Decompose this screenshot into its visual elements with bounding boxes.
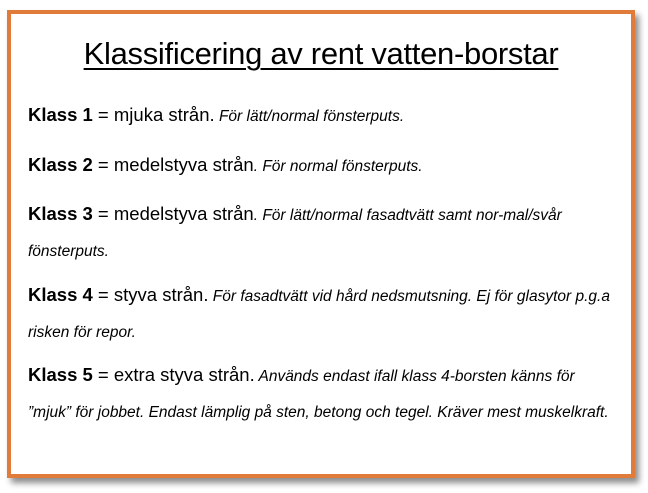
class-4-bristle: = styva strån. <box>92 284 209 305</box>
class-5-entry <box>28 358 619 430</box>
info-box <box>7 10 635 478</box>
class-3-bristle: = medelstyva strån <box>92 203 254 224</box>
class-1-entry <box>28 98 619 134</box>
class-1-label: Klass 1 <box>28 104 93 125</box>
class-1-bristle: = mjuka strån. <box>92 104 215 125</box>
class-2-description: . För normal fönsterputs. <box>253 158 423 175</box>
class-2-entry <box>28 148 619 184</box>
class-4-label: Klass 4 <box>28 284 93 305</box>
class-2-bristle: = medelstyva strån <box>92 154 254 175</box>
class-4-description: För fasadtvätt vid hård nedsmutsning. Ej för glasytor p.g.a risken för repor. <box>28 288 610 341</box>
class-5-bristle: = extra styva strån. <box>92 364 255 385</box>
class-3-description: . För lätt/normal fasadtvätt samt nor-mal/svår fönsterputs. <box>28 207 562 260</box>
class-4-entry <box>28 278 619 350</box>
class-2-label: Klass 2 <box>28 154 93 175</box>
class-3-label: Klass 3 <box>28 203 93 224</box>
class-1-description: För lätt/normal fönsterputs. <box>214 108 405 125</box>
class-5-label: Klass 5 <box>28 364 93 385</box>
page-title: Klassificering av rent vatten-borstar <box>83 36 559 71</box>
class-5-description: Används endast ifall klass 4-borsten känns för ”mjuk” för jobbet. Endast lämplig på sten, betong och tegel. Kräver mest muskelkraft. <box>28 368 609 421</box>
class-3-entry <box>28 197 619 269</box>
